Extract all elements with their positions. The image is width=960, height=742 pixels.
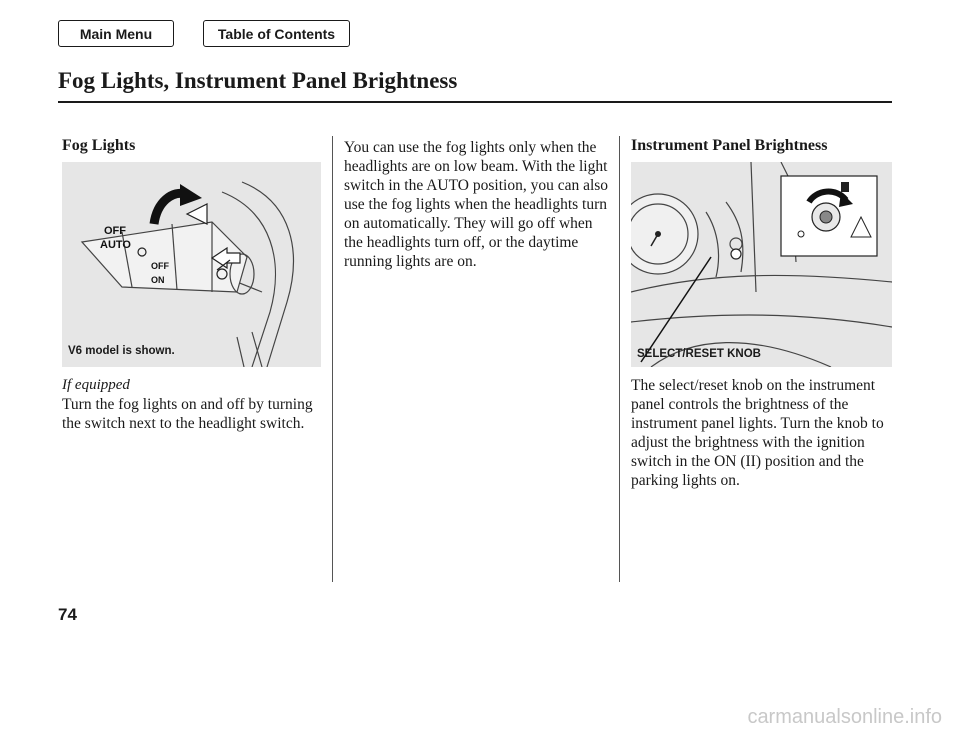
table-of-contents-button[interactable]: Table of Contents [203, 20, 350, 47]
switch-label-auto: AUTO [100, 239, 131, 251]
select-reset-knob-figure [631, 162, 892, 367]
switch-label-fog-off: OFF [151, 261, 169, 271]
fog-light-switch-figure [62, 162, 321, 367]
fog-lights-heading: Fog Lights [62, 137, 136, 154]
switch-label-off: OFF [104, 225, 126, 237]
switch-label-fog-on: ON [151, 275, 165, 285]
fog-light-switch-illustration [62, 162, 321, 367]
fog-lights-body: Turn the fog lights on and off by turning the switch next to the headlight switch. [62, 396, 313, 432]
page-number: 74 [58, 605, 77, 624]
select-reset-knob-caption: SELECT/RESET KNOB [637, 348, 761, 360]
instrument-panel-brightness-body: The select/reset knob on the instrument panel controls the brightness of the instrument panel lights. Turn the knob to adjust the brightness with the ignition switch in the ON (II) position and the parking lights on. [631, 377, 884, 489]
page-title: Fog Lights, Instrument Panel Brightness [58, 68, 458, 93]
column-divider-right [619, 136, 620, 582]
fog-figure-caption: V6 model is shown. [68, 345, 175, 357]
watermark: carmanualsonline.info [747, 706, 942, 728]
column-divider-left [332, 136, 333, 582]
fog-lights-details: You can use the fog lights only when the headlights are on low beam. With the light switch in the AUTO position, you can also use the fog lights when the headlights turn on automatically. They will go off when the headlights turn off, or the daytime running lights are on. [344, 139, 609, 270]
instrument-panel-illustration [631, 162, 892, 367]
main-menu-button[interactable]: Main Menu [58, 20, 174, 47]
if-equipped-note: If equipped [62, 377, 130, 393]
instrument-panel-brightness-heading: Instrument Panel Brightness [631, 137, 828, 154]
title-divider [58, 101, 892, 103]
